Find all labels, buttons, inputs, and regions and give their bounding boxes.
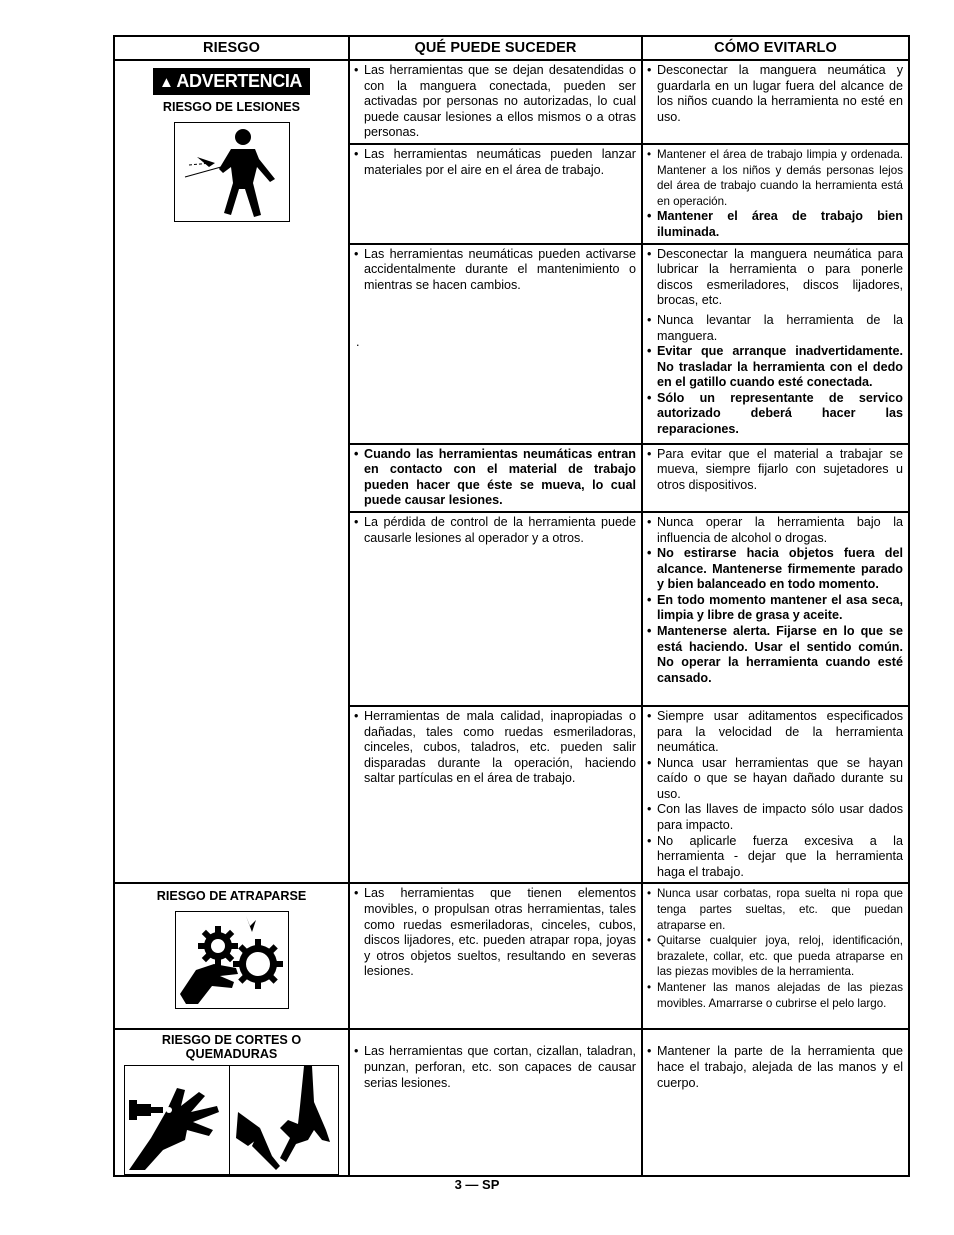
how-cell xyxy=(642,144,909,244)
list-item: • Las herramientas neumáticas pueden lanzar materiales por el aire en el área de trabajo. xyxy=(354,147,636,178)
list-item: • La pérdida de control de la herramienta puede causarle lesiones al operador y a otros. xyxy=(354,515,636,546)
list-item: • Evitar que arranque inadvertidamente. No trasladar la herramienta con el dedo en el gatillo cuando esté conectada. xyxy=(647,344,903,391)
list-item: • Mantener la parte de la herramienta que hace el trabajo, alejada de las manos y el cuerpo. xyxy=(647,1044,903,1091)
what-cell xyxy=(349,1029,642,1176)
list-item: • Mantenerse alerta. Fijarse en lo que se está haciendo. Usar el sentido común. No operar la herramienta cuando esté cansado. xyxy=(647,624,903,686)
list-item: • Siempre usar aditamentos especificados para la velocidad de la herramienta neumática. xyxy=(647,709,903,756)
header-riesgo: RIESGO xyxy=(114,36,349,60)
how-cell xyxy=(642,444,909,512)
list-item: • Con las llaves de impacto sólo usar dados para impacto. xyxy=(647,802,903,833)
how-cell xyxy=(642,512,909,706)
header-row xyxy=(114,36,909,60)
list-item: • Mantener el área de trabajo bien iluminada. xyxy=(647,209,903,240)
risk-table xyxy=(113,35,910,1177)
list-item: • No aplicarle fuerza excesiva a la herramienta - dejar que la herramienta haga el trabajo. xyxy=(647,834,903,881)
list-item: • Desconectar la manguera neumática y guardarla en un lugar fuera del alcance de los niños cuando la herramienta no esté en uso. xyxy=(647,63,903,125)
hand-caught-in-gears-icon xyxy=(175,911,289,1009)
page-number: 3 — SP xyxy=(454,1177,500,1192)
header-que-puede-suceder: QUÉ PUEDE SUCEDER xyxy=(349,36,642,60)
risk-cell-cortes xyxy=(114,1029,349,1176)
what-cell xyxy=(349,244,642,444)
how-cell xyxy=(642,706,909,884)
risk-title-atraparse: RIESGO DE ATRAPARSE xyxy=(156,889,307,904)
how-cell xyxy=(642,883,909,1029)
how-cell xyxy=(642,244,909,444)
list-item: • No estirarse hacia objetos fuera del alcance. Mantenerse firmemente parado y bien balanceado en todo momento. xyxy=(647,546,903,593)
risk-title-cortes: RIESGO DE CORTES O QUEMADURAS xyxy=(161,1033,302,1062)
what-cell xyxy=(349,883,642,1029)
list-item: • Las herramientas que se dejan desatendidas o con la manguera conectada, pueden ser activadas por personas no autorizadas, lo cual puede causar lesiones a ellos mismos o a otras personas. xyxy=(354,63,636,141)
cortes-pictograms xyxy=(115,1065,348,1175)
hand-burn-icon xyxy=(230,1065,339,1175)
how-cell xyxy=(642,60,909,144)
list-item: • Para evitar que el material a trabajar se mueva, siempre fijarlo con sujetadores u otros dispositivos. xyxy=(647,447,903,494)
warning-badge xyxy=(153,68,310,95)
table-row xyxy=(114,1029,909,1176)
list-item: • Mantener el área de trabajo limpia y ordenada. Mantener a los niños y demás personas lejos del área de trabajo cuando la herramienta está en operación. xyxy=(647,147,903,209)
risk-title-lesiones: RIESGO DE LESIONES xyxy=(162,100,301,114)
risk-cell-atraparse xyxy=(114,883,349,1029)
warning-label: ADVERTENCIA xyxy=(176,71,303,91)
list-item: • Quitarse cualquier joya, reloj, identificación, brazalete, collar, etc. que pueda atraparse en las piezas movibles de la herramienta. xyxy=(647,933,903,980)
header-como-evitarlo: CÓMO EVITARLO xyxy=(642,36,909,60)
list-item: • Sólo un representante de servico autorizado deberá hacer las reparaciones. xyxy=(647,391,903,438)
list-item: • Mantener las manos alejadas de las piezas movibles. Amarrarse o cubrirse el pelo largo. xyxy=(647,980,903,1011)
list-item: • Desconectar la manguera neumática para lubricar la herramienta o para ponerle discos esmeriladores, discos lijadores, brocas, etc. xyxy=(647,247,903,309)
list-item: • Nunca usar corbatas, ropa suelta ni ropa que tenga partes sueltas, etc. que puedan atraparse en. xyxy=(647,886,903,933)
stray-dot: . xyxy=(356,335,360,350)
hand-cut-by-tool-icon xyxy=(124,1065,230,1175)
person-struck-by-debris-icon xyxy=(174,122,290,222)
table-row xyxy=(114,883,909,1029)
list-item: • Nunca levantar la herramienta de la manguera. xyxy=(647,313,903,344)
list-item: • Las herramientas que tienen elementos movibles, o propulsan otras herramientas, tales como ruedas esmeriladoras, cinceles, cubos, discos lijadores, etc. pueden atrapar ropa, joyas y otros objetos sueltos, resultando en severas lesiones. xyxy=(354,886,636,980)
risk-cell-lesiones xyxy=(114,60,349,883)
list-item: • Las herramientas neumáticas pueden activarse accidentalmente durante el mantenimiento o mientras se hacen cambios. xyxy=(354,247,636,294)
list-item: • En todo momento mantener el asa seca, limpia y libre de grasa y aceite. xyxy=(647,593,903,624)
list-item: • Herramientas de mala calidad, inapropiadas o dañadas, tales como ruedas esmeriladoras, cinceles, cubos, taladros, etc. pueden salir disparadas durante la operación, haciendo saltar partículas en el área de trabajo. xyxy=(354,709,636,787)
warning-triangle-icon: ▲ xyxy=(158,74,174,91)
risk-table-page xyxy=(113,35,908,1177)
list-item: • Nunca operar la herramienta bajo la influencia de alcohol o drogas. xyxy=(647,515,903,546)
what-cell xyxy=(349,444,642,512)
list-item: • Las herramientas que cortan, cizallan, taladran, punzan, perforan, etc. son capaces de causar serias lesiones. xyxy=(354,1044,636,1091)
what-cell xyxy=(349,512,642,706)
table-row xyxy=(114,60,909,144)
what-cell xyxy=(349,60,642,144)
what-cell xyxy=(349,706,642,884)
list-item: • Nunca usar herramientas que se hayan caído o que se hayan dañado durante su uso. xyxy=(647,756,903,803)
what-cell xyxy=(349,144,642,244)
list-item: • Cuando las herramientas neumáticas entran en contacto con el material de trabajo pueden hacer que éste se mueva, lo cual puede causar lesiones. xyxy=(354,447,636,509)
how-cell xyxy=(642,1029,909,1176)
